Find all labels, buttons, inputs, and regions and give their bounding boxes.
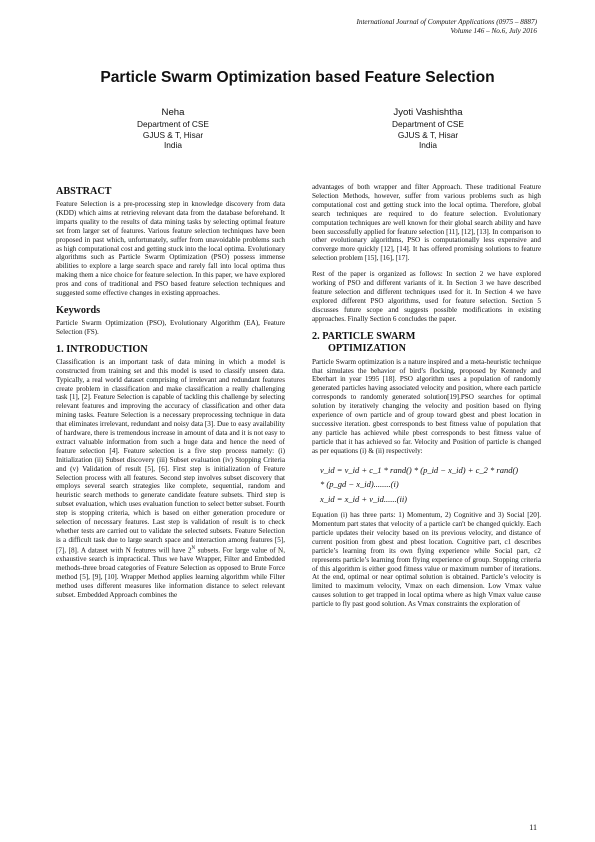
journal-name: International Journal of Computer Applications (0975 – 8887) <box>356 18 537 26</box>
journal-volume: Volume 146 – No.6, July 2016 <box>450 27 537 35</box>
author-institution: GJUS & T, Hisar <box>142 129 204 140</box>
equation-velocity-line1: v_id = v_id + c_1 * rand() * (p_id − x_id) + c_2 * rand() <box>320 464 519 475</box>
author-name: Jyoti Vashishtha <box>393 107 463 118</box>
paper-title: Particle Swarm Optimization based Feature Selection <box>100 69 495 86</box>
body-paragraph: Rest of the paper is organized as follows: In section 2 we have explored working of PSO and different variants of it. In Section 3 we have described feature selection and different techniques used for it. In Section 4 we have explored different PSO algorithms, used for feature selection. Section 5 discusses future scope and suggests possible modifications in existing approaches. Finally Section 6 concludes the paper. <box>312 270 541 323</box>
section-2-heading-line2: OPTIMIZATION <box>328 342 406 354</box>
equation-velocity-line2: * (p_gd − x_id)........(i) <box>320 479 399 490</box>
intro-superscript: N <box>191 545 196 551</box>
author-institution: GJUS & T, Hisar <box>397 129 459 140</box>
author-country: India <box>164 140 182 150</box>
body-paragraph: Particle Swarm optimization is a nature inspired and a meta-heuristic technique that simulates the behavior of bird’s flocking, proposed by Kennedy and Eberhart in year 1995 [18]. PSO algorithm uses a population of randomly generated particles having associated velocity and position, where each particle corresponds to randomly generated solution[19].PSO searches for optimal solution by iteratively changing the velocity and position based on flying experience of own particle and of group toward gbest and pbest location in successive iteration. gbest corresponds to best fitness value of population that any particle has achieved while pbest corresponds to best fitness value of particle that it has achieved so far. Velocity and Position of particle is changed as per equations (i) & (ii) respectively: <box>312 357 541 455</box>
introduction-text <box>56 358 285 600</box>
equation-block <box>320 463 541 507</box>
section-2-heading <box>312 331 541 355</box>
intro-text-part1: Classification is an important task of data mining in which a model is constructed from training set and this model is used to classify unseen data. Typically, a real world dataset comprising of irrelevant and redundant features create problem in classification and make classification a really challenging task [1], [2]. Feature Selection is capable of tackling this challenge by selecting relevant features and improving the accuracy of classification and other data mining tasks. Feature Selection is a necessary preprocessing technique in data that eliminates irrelevant, redundant and noisy data [3]. Due to easy availability of hardware, there is tremendous increase in amount of data and it is not easy to extract valuable information from such a huge data and hence the need of feature selection [4]. Feature selection is a five step process namely: (i) Initialization (ii) Subset discovery (iii) Subset evaluation (iv) Stopping Criteria and (v) Validation of result [5], [6]. First step is initialization of Feature Selection process with all features. Second step involves subset discovery that employs several search strategies like complete, sequential, random and heuristic search methods to generate candidate feature subsets. Third step is subset evaluation, which uses evaluation function to select better subset. Fourth step is stopping criteria, which is based on either generation procedure or selection of necessary features. Last step is validation of result is to check whether tests are carried out to validate the selected subsets. Feature Selection is a difficult task due to large search space and interaction among features [5], [7], [8]. A dataset with N features will have 2 <box>56 357 285 555</box>
author-block-2 <box>353 106 503 151</box>
abstract-heading: ABSTRACT <box>56 186 112 197</box>
body-paragraph: advantages of both wrapper and filter Approach. These traditional Feature Selection Methods, however, suffer from various problems such as high computational cost and getting stuck into the local optima. Therefore, global search techniques are required to do feature selection. Evolutionary computation techniques are well known for their global search ability and have been successfully applied for feature selection [11], [12], [13]. In comparison to other evolutionary algorithms, PSO is computationally less expensive and converge more quickly [12], [14]. It has offered promising solutions to feature selection problem [15], [16], [17]. <box>312 183 541 263</box>
section-2-heading-line1: 2. PARTICLE SWARM <box>312 330 416 342</box>
right-column <box>312 183 541 616</box>
page-number: 11 <box>529 823 537 832</box>
author-department: Department of CSE <box>137 119 209 129</box>
intro-text-part2: subsets. For large value of N, exhaustive search is impractical. Thus we have Wrapper, Filter and Embedded methods-three broad categories of Feature Selection as opposed to Brute Force method [5], [9], [10]. Wrapper Method applies learning algorithm while Filter method uses different measures like information distance to select relevant subset. Embedded Approach combines the <box>56 546 285 599</box>
author-name: Neha <box>161 107 185 118</box>
equation-position: x_id = x_id + v_id......(ii) <box>320 493 408 504</box>
author-block-1 <box>98 106 248 151</box>
author-department: Department of CSE <box>392 119 464 129</box>
abstract-text: Feature Selection is a pre-processing step in knowledge discovery from data (KDD) which aims at retrieving relevant data from the database beforehand. It imparts quality to the results of data mining tasks by selecting optimal feature set from larger set of features. Various feature selection techniques have been proposed in past which, unfortunately, suffer from unavoidable problems such as high computational cost and getting stuck into the local optima. Evolutionary algorithms such as Particle Swarm Optimization (PSO) possess immense abilities to explore a large search space and rarely fall into local optima thus making them a nice choice for feature selection. In this paper, we have explored pros and cons of traditional and PSO based feature selection techniques and suggested some effective changes in existing approaches. <box>56 200 285 298</box>
body-paragraph: Equation (i) has three parts: 1) Momentum, 2) Cognitive and 3) Social [20]. Momentum part states that velocity of a particle can't be changed quickly. Each particle updates their velocity based on its previous velocity, and distance of current position from gbest and pbest location. Cognitive part, c1 describes particle’s learning from its own flying experience while Social part, c2 represents particle’s learning from flying experience of group. Stopping criteria of this algorithm is either good fitness value or maximum number of iterations. At the end, optimal or near optimal solution is obtained. Particle’s velocity is limited to maximum velocity, Vmax on each dimension. Low Vmax value causes solution to get trapped in local optima where as high Vmax value cause particle to fly past good solution. As Vmax constraints the exploration of <box>312 511 541 609</box>
left-column <box>56 183 285 607</box>
introduction-heading: 1. INTRODUCTION <box>56 343 148 355</box>
keywords-heading: Keywords <box>56 304 101 316</box>
keywords-text: Particle Swarm Optimization (PSO), Evolutionary Algorithm (EA), Feature Selection (FS). <box>56 318 285 336</box>
author-country: India <box>419 140 437 150</box>
journal-header <box>356 18 537 36</box>
